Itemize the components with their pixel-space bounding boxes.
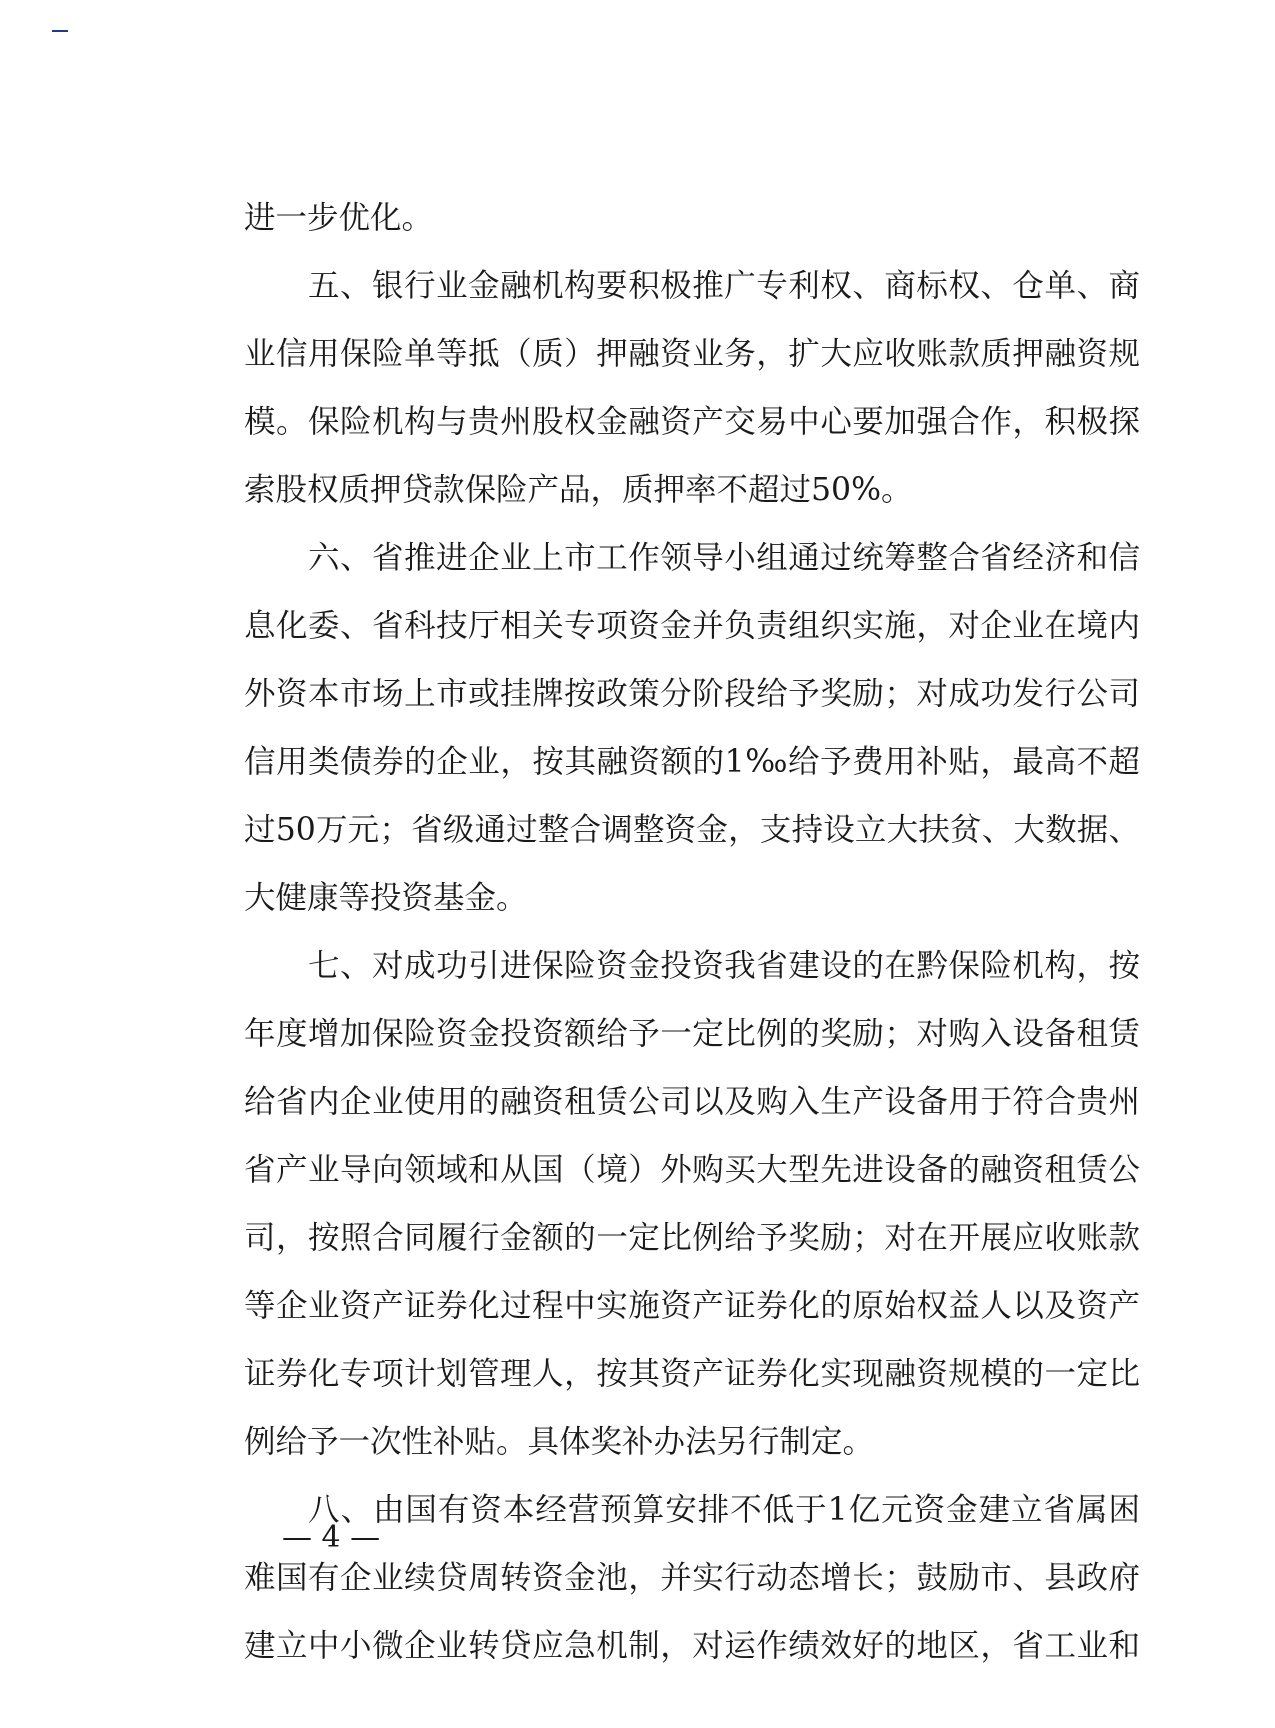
text-line: 业信用保险单等抵（质）押融资业务，扩大应收账款质押融资规 [244,336,1140,372]
text-line: 大健康等投资基金。 [244,880,528,916]
text-line: 信用类债券的企业，按其融资额的1‰给予费用补贴，最高不超 [244,744,1140,780]
page-number: — 4 — [282,1520,381,1555]
text-line: 过50万元；省级通过整合调整资金，支持设立大扶贫、大数据、 [244,812,1140,848]
text-line: 例给予一次性补贴。具体奖补办法另行制定。 [244,1424,875,1460]
text-line: 等企业资产证券化过程中实施资产证券化的原始权益人以及资产 [244,1288,1140,1324]
text-line: 司，按照合同履行金额的一定比例给予奖励；对在开展应收账款 [244,1220,1140,1256]
text-line: 难国有企业续贷周转资金池，并实行动态增长；鼓励市、县政府 [244,1560,1140,1596]
text-line: 年度增加保险资金投资额给予一定比例的奖励；对购入设备租赁 [244,1016,1140,1052]
text-line: 外资本市场上市或挂牌按政策分阶段给予奖励；对成功发行公司 [244,676,1140,712]
text-line: 七、对成功引进保险资金投资我省建设的在黔保险机构，按 [308,948,1140,984]
text-line: 五、银行业金融机构要积极推广专利权、商标权、仓单、商 [308,268,1140,304]
text-line: 息化委、省科技厅相关专项资金并负责组织实施，对企业在境内 [244,608,1140,644]
text-line: 证券化专项计划管理人，按其资产证券化实现融资规模的一定比 [244,1356,1140,1392]
text-line: 六、省推进企业上市工作领导小组通过统筹整合省经济和信 [308,540,1140,576]
text-line: 模。保险机构与贵州股权金融资产交易中心要加强合作，积极探 [244,404,1140,440]
text-line: 进一步优化。 [244,200,434,236]
text-line: 建立中小微企业转贷应急机制，对运作绩效好的地区，省工业和 [244,1628,1140,1664]
text-line: 省产业导向领域和从国（境）外购买大型先进设备的融资租赁公 [244,1152,1140,1188]
text-line: 索股权质押贷款保险产品，质押率不超过50%。 [244,472,913,508]
text-line: 给省内企业使用的融资租赁公司以及购入生产设备用于符合贵州 [244,1084,1140,1120]
corner-mark [52,30,68,32]
text-line: 八、由国有资本经营预算安排不低于1亿元资金建立省属困 [308,1492,1140,1528]
